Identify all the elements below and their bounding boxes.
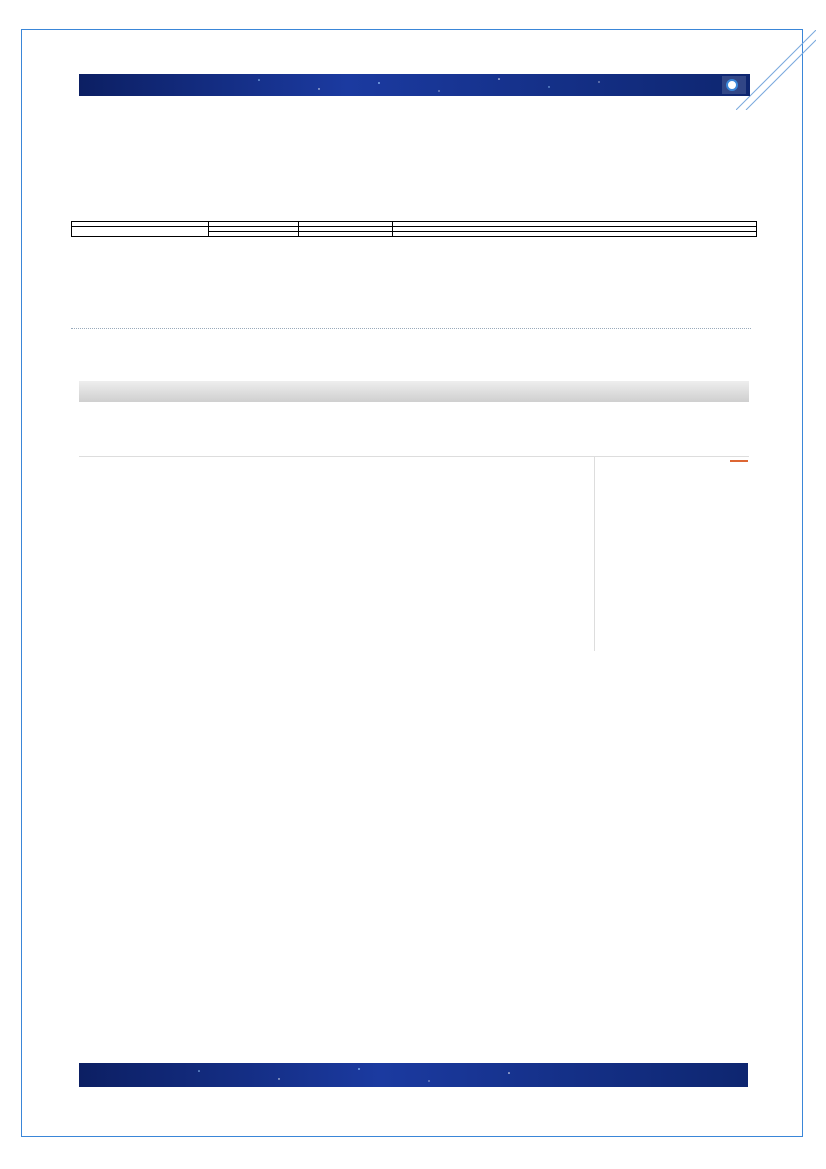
view-cell: [393, 232, 757, 237]
driver-cell: [299, 232, 393, 237]
corner-decoration: [736, 30, 816, 110]
brand-mark-icon: [726, 79, 738, 91]
trade-button[interactable]: [730, 460, 748, 462]
kline-plot[interactable]: [79, 493, 589, 651]
quote-panel: [594, 457, 750, 651]
footer-banner: [79, 1063, 748, 1087]
sector-tabs: [79, 381, 749, 402]
brand-logo: [722, 76, 746, 94]
sector-cell: [72, 227, 209, 237]
dotted-separator: [71, 328, 751, 329]
futures-view-table: [71, 221, 757, 237]
kline-chart-panel: [79, 456, 749, 651]
quote-change: [671, 476, 674, 486]
header-banner: [79, 74, 750, 96]
contract-cell: [209, 232, 299, 237]
